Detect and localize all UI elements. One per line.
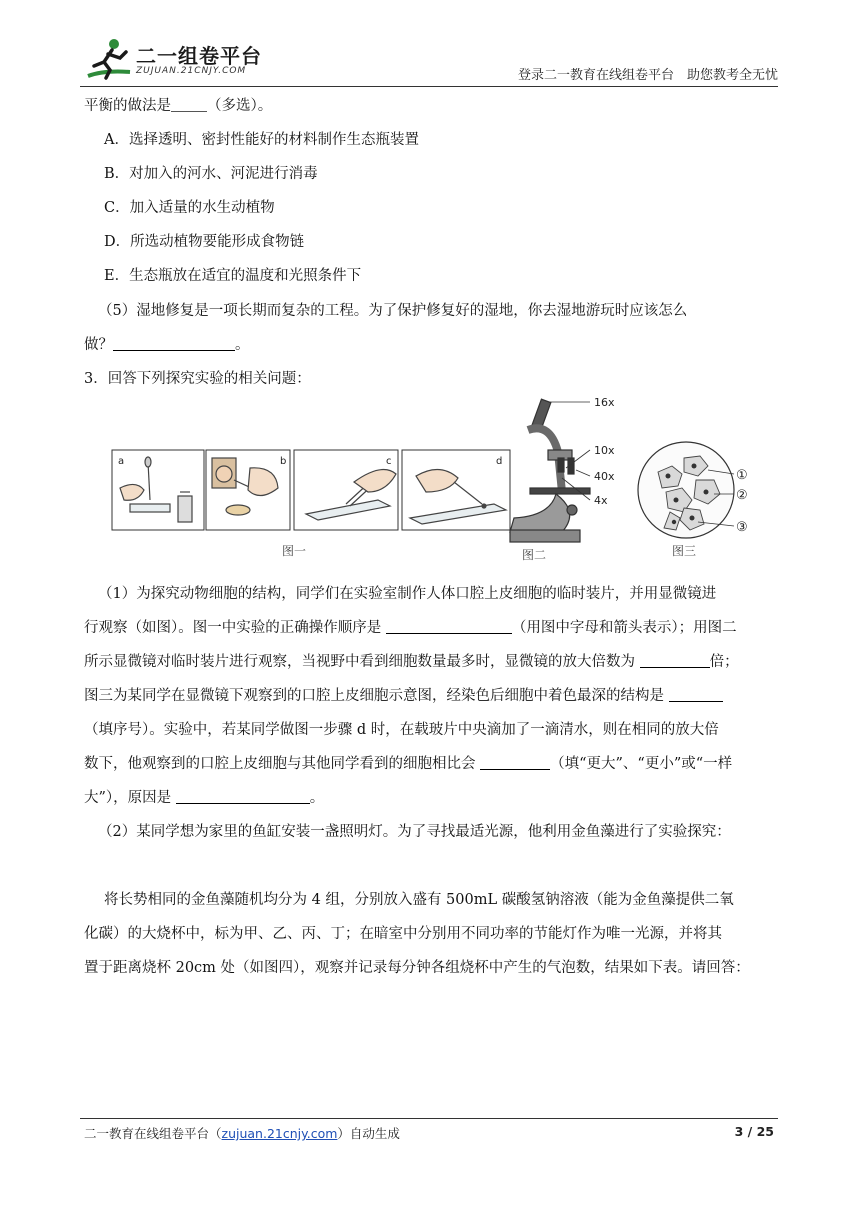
logo — [84, 36, 284, 82]
p3-line-2: 化碳）的大烧杯中，标为甲、乙、丙、丁；在暗室中分别用不同功率的节能灯作为唯一光源，并将其 — [84, 926, 722, 942]
panel-letter-b: b — [280, 456, 287, 467]
answer-blank[interactable] — [386, 619, 512, 634]
cell-label-3: ③ — [736, 520, 748, 535]
p1-line-3 — [84, 650, 739, 671]
question-line — [84, 94, 272, 115]
text: ）自动生成 — [337, 1126, 400, 1141]
footer-source — [84, 1124, 400, 1142]
text: 倍； — [709, 654, 739, 670]
text: 数下，他观察到的口腔上皮细胞与其他同学看到的细胞相比会 — [84, 756, 476, 772]
option-c: C．加入适量的水生动植物 — [104, 200, 275, 216]
answer-blank[interactable] — [480, 755, 550, 770]
panel-letter-a: a — [118, 456, 125, 467]
p1-line-7 — [84, 786, 324, 807]
text: 。 — [235, 337, 250, 353]
p1-line-5: （填序号）。实验中，若某同学做图一步骤 d 时，在载玻片中央滴加了一滴清水，则在相同的放大倍 — [84, 722, 719, 738]
text: 图三为某同学在显微镜下观察到的口腔上皮细胞示意图，经染色后细胞中着色最深的结构是 — [84, 688, 664, 704]
cell-label-2: ② — [736, 488, 748, 503]
text: （多选）。 — [207, 98, 273, 114]
answer-blank[interactable] — [171, 97, 207, 112]
brand-url: ZUJUAN.21CNJY.COM — [136, 66, 247, 76]
q5-answer-line — [84, 333, 250, 354]
lens-label-4x: 4x — [594, 494, 608, 507]
experiment-figure — [110, 392, 790, 564]
option-a: A．选择透明、密封性能好的材料制作生态瓶装置 — [104, 132, 419, 148]
q5-line: （5）湿地修复是一项长期而复杂的工程。为了保护修复好的湿地，你去湿地游玩时应该怎么 — [98, 303, 688, 319]
caption-figure-1: 图一 — [282, 544, 307, 558]
text: 二一教育在线组卷平台（ — [84, 1126, 222, 1141]
p2-line-1: （2）某同学想为家里的鱼缸安装一盏照明灯。为了寻找最适光源，他利用金鱼藻进行了实验探究： — [98, 824, 731, 840]
page-number: 3 / 25 — [734, 1124, 774, 1139]
option-b: B．对加入的河水、河泥进行消毒 — [104, 166, 318, 182]
option-d: D．所选动植物要能形成食物链 — [104, 234, 305, 250]
lens-label-10x: 10x — [594, 444, 615, 457]
cell-label-1: ① — [736, 468, 748, 483]
text: 行观察（如图）。图一中实验的正确操作顺序是 — [84, 620, 382, 636]
footer-divider — [80, 1118, 778, 1119]
p1-line-6 — [84, 752, 732, 773]
footer-link[interactable]: zujuan.21cnjy.com — [221, 1126, 338, 1141]
p3-line-3: 置于距离烧杯 20cm 处（如图四），观察并记录每分钟各组烧杯中产生的气泡数，结果如下表。请回答： — [84, 960, 750, 976]
text: （填“更大”、“更小”或“一样 — [550, 756, 733, 772]
lens-label-16x: 16x — [594, 396, 615, 409]
header-divider — [80, 86, 778, 87]
text: 平衡的做法是 — [84, 98, 171, 114]
text: 所示显微镜对临时装片进行观察，当视野中看到细胞数量最多时，显微镜的放大倍数为 — [84, 654, 635, 670]
experiment-illustration — [110, 392, 790, 564]
lens-label-40x: 40x — [594, 470, 615, 483]
text: （用图中字母和箭头表示）；用图二 — [511, 620, 737, 636]
answer-blank[interactable] — [669, 687, 723, 702]
p3-line-1: 将长势相同的金鱼藻随机均分为 4 组，分别放入盛有 500mL 碳酸氢钠溶液（能为金鱼藻提供二氧 — [104, 892, 734, 908]
text: 大”），原因是 — [84, 790, 172, 806]
panel-letter-c: c — [386, 456, 392, 467]
text: 做？ — [84, 337, 113, 353]
p1-line-1: （1）为探究动物细胞的结构，同学们在实验室制作人体口腔上皮细胞的临时装片，并用显微镜进 — [98, 586, 717, 602]
header-slogan: 登录二一教育在线组卷平台 助您教考全无忧 — [517, 68, 778, 83]
runner-logo-icon — [84, 36, 134, 82]
caption-figure-3: 图三 — [672, 544, 697, 558]
question-3-title: 3．回答下列探究实验的相关问题： — [84, 371, 311, 387]
answer-blank[interactable] — [640, 653, 710, 668]
answer-blank[interactable] — [113, 336, 235, 351]
brand-name: 二一组卷平台 — [136, 44, 262, 68]
p1-line-2 — [84, 616, 737, 637]
option-e: E．生态瓶放在适宜的温度和光照条件下 — [104, 268, 362, 284]
text: 。 — [309, 790, 325, 806]
panel-letter-d: d — [496, 456, 503, 467]
caption-figure-2: 图二 — [522, 548, 547, 562]
answer-blank[interactable] — [176, 789, 310, 804]
p1-line-4 — [84, 684, 723, 705]
